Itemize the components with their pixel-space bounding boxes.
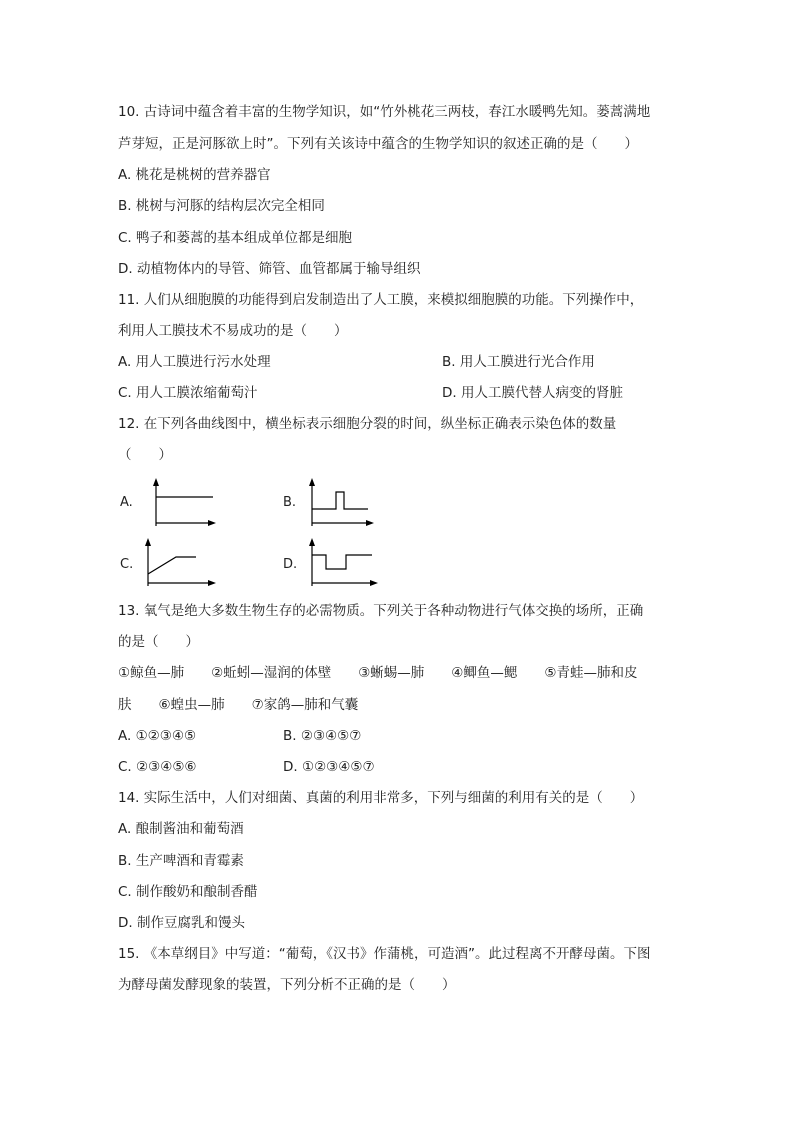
q12-stem-line2: （ ）: [118, 447, 172, 463]
x-axis-arrow: [208, 580, 216, 586]
y-axis-arrow: [309, 478, 315, 486]
q14-stem: 14. 实际生活中，人们对细菌、真菌的利用非常多，下列与细菌的利用有关的是（ ）: [118, 790, 644, 806]
q10-stem-line2: 芦芽短，正是河豚欲上时”。下列有关该诗中蕴含的生物学知识的叙述正确的是（ ）: [118, 136, 638, 152]
curve: [148, 557, 196, 574]
q12-stem-line1: 12. 在下列各曲线图中，横坐标表示细胞分裂的时间，纵坐标正确表示染色体的数量: [118, 416, 617, 432]
q10-option-b: B. 桃树与河豚的结构层次完全相同: [118, 198, 325, 214]
q13-option-a: A. ①②③④⑤: [118, 728, 197, 744]
q10-option-d: D. 动植物体内的导管、筛管、血管都属于输导组织: [118, 261, 421, 277]
q10-option-c: C. 鸭子和蒌蒿的基本组成单位都是细胞: [118, 230, 353, 246]
x-axis-arrow: [366, 520, 374, 526]
q12-graph-d-label: D.: [283, 557, 298, 572]
q13-stem-line1: 13. 氧气是绝大多数生物生存的必需物质。下列关于各种动物进行气体交换的场所，正确: [118, 603, 644, 619]
q15-stem-line1: 15. 《本草纲目》中写道：“葡萄，《汉书》作蒲桃，可造酒”。此过程离不开酵母菌。下图: [118, 946, 651, 962]
q11-option-a: A. 用人工膜进行污水处理: [118, 354, 271, 370]
q12-graph-a: [148, 476, 218, 530]
y-axis-arrow: [309, 538, 315, 546]
q10-stem-line1: 10. 古诗词中蕴含着丰富的生物学知识，如“竹外桃花三两枝，春江水暖鸭先知。蒌蒿满地: [118, 104, 651, 120]
y-axis-arrow: [153, 478, 159, 486]
x-axis-arrow: [208, 520, 216, 526]
q13-stem-line2: 的是（ ）: [118, 634, 199, 650]
q12-graph-d: [306, 536, 382, 590]
q11-stem-line2: 利用人工膜技术不易成功的是（ ）: [118, 323, 348, 339]
q14-option-b: B. 生产啤酒和青霉素: [118, 853, 244, 869]
q10-option-a: A. 桃花是桃树的营养器官: [118, 167, 271, 183]
q12-graph-b: [306, 476, 376, 530]
q15-stem-line2: 为酵母菌发酵现象的装置，下列分析不正确的是（ ）: [118, 977, 456, 993]
q11-stem-line1: 11. 人们从细胞膜的功能得到启发制造出了人工膜，来模拟细胞膜的功能。下列操作中，: [118, 292, 644, 308]
y-axis-arrow: [145, 538, 151, 546]
q14-option-d: D. 制作豆腐乳和馒头: [118, 915, 245, 931]
q14-option-c: C. 制作酸奶和酿制香醋: [118, 884, 258, 900]
q13-option-b: B. ②③④⑤⑦: [283, 728, 362, 744]
q13-option-c: C. ②③④⑤⑥: [118, 759, 197, 775]
q12-graph-a-label: A.: [120, 495, 133, 510]
curve: [312, 492, 368, 509]
q11-option-b: B. 用人工膜进行光合作用: [442, 354, 595, 370]
q13-items-line2: 肤 ⑥蝗虫—肺 ⑦家鸽—肺和气囊: [118, 697, 359, 713]
q12-graph-c-label: C.: [120, 557, 134, 572]
q11-option-c: C. 用人工膜浓缩葡萄汁: [118, 385, 258, 401]
q11-option-d: D. 用人工膜代替人病变的肾脏: [442, 385, 623, 401]
q14-option-a: A. 酿制酱油和葡萄酒: [118, 821, 244, 837]
q12-graph-c: [140, 536, 220, 590]
x-axis-arrow: [370, 580, 378, 586]
q13-items-line1: ①鲸鱼—肺 ②蚯蚓—湿润的体壁 ③蜥蜴—肺 ④鲫鱼—鳃 ⑤青蛙—肺和皮: [118, 665, 638, 681]
q12-graph-b-label: B.: [283, 495, 297, 510]
curve: [312, 555, 372, 569]
q13-option-d: D. ①②③④⑤⑦: [283, 759, 375, 775]
